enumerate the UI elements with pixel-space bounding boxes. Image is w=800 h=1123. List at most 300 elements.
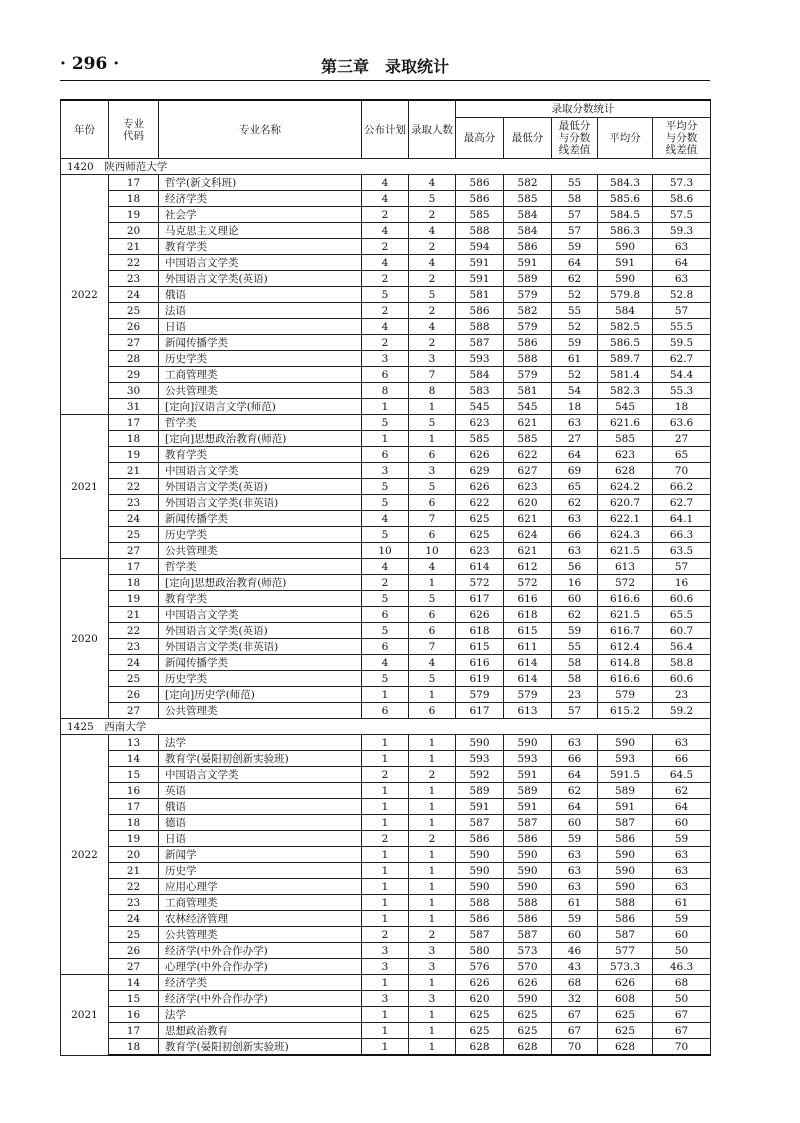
avg-diff: 63 (653, 847, 711, 863)
avg-diff: 59.3 (653, 223, 711, 239)
avg-diff: 52.8 (653, 287, 711, 303)
avg-diff: 64 (653, 799, 711, 815)
plan: 2 (362, 239, 409, 255)
min-score: 591 (504, 255, 552, 271)
plan: 4 (362, 511, 409, 527)
table-row (61, 975, 711, 991)
major-code: 25 (109, 671, 159, 687)
year-cell: 2020 (61, 559, 109, 719)
min-score: 621 (504, 511, 552, 527)
avg-score: 616.7 (598, 623, 653, 639)
max-score: 588 (456, 319, 504, 335)
min-score: 590 (504, 863, 552, 879)
col-major-name: 专业名称 (159, 100, 362, 159)
max-score: 583 (456, 383, 504, 399)
plan: 2 (362, 831, 409, 847)
avg-diff: 64.1 (653, 511, 711, 527)
min-diff: 64 (552, 255, 598, 271)
major-code: 18 (109, 431, 159, 447)
major-code: 22 (109, 479, 159, 495)
major-name: 外国语言文学类(英语) (159, 479, 362, 495)
min-diff: 63 (552, 415, 598, 431)
admitted: 3 (409, 959, 456, 975)
major-code: 24 (109, 511, 159, 527)
admitted: 1 (409, 799, 456, 815)
avg-diff: 62.7 (653, 351, 711, 367)
col-min: 最低分 (504, 118, 552, 159)
max-score: 614 (456, 559, 504, 575)
col-year: 年份 (61, 100, 109, 159)
avg-diff: 56.4 (653, 639, 711, 655)
avg-diff: 64.5 (653, 767, 711, 783)
plan: 3 (362, 463, 409, 479)
avg-score: 623 (598, 447, 653, 463)
max-score: 625 (456, 1023, 504, 1039)
major-name: 新闻传播学类 (159, 511, 362, 527)
max-score: 593 (456, 751, 504, 767)
min-diff: 60 (552, 815, 598, 831)
major-code: 20 (109, 223, 159, 239)
table-row (61, 687, 711, 703)
min-score: 625 (504, 1007, 552, 1023)
year-cell: 2022 (61, 735, 109, 975)
major-code: 18 (109, 191, 159, 207)
admitted: 1 (409, 783, 456, 799)
avg-score: 608 (598, 991, 653, 1007)
min-score: 589 (504, 783, 552, 799)
avg-score: 615.2 (598, 703, 653, 719)
major-name: 外国语言文学类(英语) (159, 271, 362, 287)
avg-score: 586.3 (598, 223, 653, 239)
admitted: 5 (409, 415, 456, 431)
admitted: 1 (409, 1023, 456, 1039)
chapter-title: 第三章 录取统计 (320, 57, 449, 76)
admitted: 4 (409, 655, 456, 671)
admission-score-table (60, 99, 711, 1056)
avg-diff: 68 (653, 975, 711, 991)
max-score: 587 (456, 815, 504, 831)
min-diff: 46 (552, 943, 598, 959)
avg-score: 612.4 (598, 639, 653, 655)
avg-diff: 59.2 (653, 703, 711, 719)
major-code: 23 (109, 271, 159, 287)
plan: 1 (362, 799, 409, 815)
min-diff: 43 (552, 959, 598, 975)
avg-diff: 60.7 (653, 623, 711, 639)
min-score: 584 (504, 207, 552, 223)
max-score: 586 (456, 303, 504, 319)
min-diff: 59 (552, 831, 598, 847)
admitted: 6 (409, 495, 456, 511)
min-diff: 65 (552, 479, 598, 495)
avg-diff: 62 (653, 783, 711, 799)
min-score: 572 (504, 575, 552, 591)
major-name: 中国语言文学类 (159, 463, 362, 479)
avg-score: 626 (598, 975, 653, 991)
major-name: 教育学类 (159, 447, 362, 463)
major-code: 26 (109, 943, 159, 959)
avg-score: 572 (598, 575, 653, 591)
table-row (61, 671, 711, 687)
min-diff: 69 (552, 463, 598, 479)
major-code: 26 (109, 319, 159, 335)
min-score: 614 (504, 655, 552, 671)
avg-diff: 67 (653, 1023, 711, 1039)
avg-score: 590 (598, 879, 653, 895)
plan: 5 (362, 287, 409, 303)
min-score: 625 (504, 1023, 552, 1039)
table-row (61, 255, 711, 271)
major-name: 历史学类 (159, 671, 362, 687)
max-score: 592 (456, 767, 504, 783)
avg-diff: 63 (653, 863, 711, 879)
table-row (61, 1007, 711, 1023)
plan: 1 (362, 735, 409, 751)
major-code: 20 (109, 847, 159, 863)
min-score: 591 (504, 767, 552, 783)
major-code: 24 (109, 287, 159, 303)
major-code: 18 (109, 575, 159, 591)
university-name: 1420 陕西师范大学 (61, 159, 711, 175)
avg-score: 585 (598, 431, 653, 447)
min-diff: 62 (552, 495, 598, 511)
table-row (61, 815, 711, 831)
major-name: 农林经济管理 (159, 911, 362, 927)
major-code: 16 (109, 1007, 159, 1023)
max-score: 626 (456, 447, 504, 463)
col-avg-diff-label: 平均分 与分数 线差值 (665, 120, 698, 157)
avg-score: 614.8 (598, 655, 653, 671)
avg-diff: 60.6 (653, 671, 711, 687)
min-diff: 63 (552, 543, 598, 559)
admitted: 1 (409, 847, 456, 863)
col-plan: 公布计划 (362, 100, 409, 159)
major-name: 公共管理类 (159, 543, 362, 559)
table-row (61, 527, 711, 543)
table-row (61, 895, 711, 911)
table-row (61, 543, 711, 559)
major-name: 哲学类 (159, 415, 362, 431)
table-row (61, 447, 711, 463)
min-diff: 63 (552, 511, 598, 527)
max-score: 579 (456, 687, 504, 703)
major-name: [定向]思想政治教育(师范) (159, 575, 362, 591)
header-rule (60, 80, 710, 81)
avg-diff: 61 (653, 895, 711, 911)
avg-diff: 58.6 (653, 191, 711, 207)
min-diff: 66 (552, 751, 598, 767)
avg-diff: 63 (653, 271, 711, 287)
major-code: 30 (109, 383, 159, 399)
table-row (61, 335, 711, 351)
table-row (61, 239, 711, 255)
min-score: 613 (504, 703, 552, 719)
avg-score: 589.7 (598, 351, 653, 367)
plan: 3 (362, 943, 409, 959)
max-score: 620 (456, 991, 504, 1007)
admitted: 3 (409, 463, 456, 479)
plan: 1 (362, 879, 409, 895)
avg-score: 591 (598, 255, 653, 271)
col-admitted: 录取人数 (409, 100, 456, 159)
max-score: 594 (456, 239, 504, 255)
admitted: 2 (409, 335, 456, 351)
plan: 2 (362, 335, 409, 351)
max-score: 545 (456, 399, 504, 415)
major-code: 18 (109, 1039, 159, 1056)
plan: 1 (362, 751, 409, 767)
table-row (61, 223, 711, 239)
major-name: 德语 (159, 815, 362, 831)
admitted: 2 (409, 927, 456, 943)
major-code: 27 (109, 703, 159, 719)
min-diff: 64 (552, 767, 598, 783)
admitted: 6 (409, 527, 456, 543)
min-score: 590 (504, 735, 552, 751)
table-row (61, 607, 711, 623)
table-row (61, 511, 711, 527)
admitted: 4 (409, 559, 456, 575)
min-diff: 67 (552, 1023, 598, 1039)
major-name: 工商管理类 (159, 367, 362, 383)
university-row (61, 159, 711, 175)
avg-score: 621.6 (598, 415, 653, 431)
max-score: 623 (456, 415, 504, 431)
plan: 6 (362, 703, 409, 719)
plan: 1 (362, 911, 409, 927)
avg-diff: 57 (653, 303, 711, 319)
avg-diff: 60.6 (653, 591, 711, 607)
avg-diff: 18 (653, 399, 711, 415)
plan: 1 (362, 975, 409, 991)
max-score: 581 (456, 287, 504, 303)
major-name: 社会学 (159, 207, 362, 223)
avg-diff: 54.4 (653, 367, 711, 383)
avg-diff: 63 (653, 879, 711, 895)
major-name: 外国语言文学类(英语) (159, 623, 362, 639)
plan: 1 (362, 1023, 409, 1039)
table-row (61, 351, 711, 367)
major-name: 英语 (159, 783, 362, 799)
admitted: 5 (409, 191, 456, 207)
avg-score: 589 (598, 783, 653, 799)
avg-diff: 66.2 (653, 479, 711, 495)
table-row (61, 783, 711, 799)
major-name: 公共管理类 (159, 927, 362, 943)
plan: 5 (362, 527, 409, 543)
avg-score: 586 (598, 911, 653, 927)
min-diff: 62 (552, 271, 598, 287)
major-name: 外国语言文学类(非英语) (159, 639, 362, 655)
table-row (61, 399, 711, 415)
avg-diff: 65.5 (653, 607, 711, 623)
table-row (61, 591, 711, 607)
min-score: 586 (504, 335, 552, 351)
plan: 5 (362, 415, 409, 431)
min-diff: 55 (552, 639, 598, 655)
min-diff: 60 (552, 591, 598, 607)
min-diff: 59 (552, 239, 598, 255)
min-diff: 57 (552, 207, 598, 223)
avg-diff: 65 (653, 447, 711, 463)
admitted: 3 (409, 351, 456, 367)
admitted: 4 (409, 175, 456, 191)
min-score: 593 (504, 751, 552, 767)
major-name: 教育学类 (159, 591, 362, 607)
min-diff: 60 (552, 927, 598, 943)
min-score: 570 (504, 959, 552, 975)
avg-diff: 66 (653, 751, 711, 767)
admitted: 1 (409, 735, 456, 751)
min-score: 620 (504, 495, 552, 511)
major-name: 历史学类 (159, 351, 362, 367)
table-row (61, 767, 711, 783)
major-name: 日语 (159, 319, 362, 335)
min-diff: 63 (552, 863, 598, 879)
min-score: 587 (504, 927, 552, 943)
avg-score: 624.3 (598, 527, 653, 543)
major-name: 中国语言文学类 (159, 767, 362, 783)
min-score: 579 (504, 687, 552, 703)
admitted: 2 (409, 303, 456, 319)
admitted: 2 (409, 271, 456, 287)
min-score: 582 (504, 175, 552, 191)
min-diff: 62 (552, 783, 598, 799)
plan: 1 (362, 1039, 409, 1056)
table-row (61, 1039, 711, 1056)
max-score: 623 (456, 543, 504, 559)
min-score: 587 (504, 815, 552, 831)
min-diff: 59 (552, 335, 598, 351)
plan: 1 (362, 815, 409, 831)
table-row (61, 207, 711, 223)
avg-score: 616.6 (598, 591, 653, 607)
min-diff: 57 (552, 703, 598, 719)
major-name: 哲学类 (159, 559, 362, 575)
min-diff: 27 (552, 431, 598, 447)
major-name: 新闻传播学类 (159, 335, 362, 351)
table-row (61, 575, 711, 591)
min-diff: 66 (552, 527, 598, 543)
plan: 4 (362, 319, 409, 335)
min-score: 585 (504, 191, 552, 207)
avg-diff: 59.5 (653, 335, 711, 351)
admitted: 2 (409, 207, 456, 223)
table-row (61, 831, 711, 847)
min-diff: 63 (552, 847, 598, 863)
max-score: 622 (456, 495, 504, 511)
major-code: 25 (109, 527, 159, 543)
plan: 4 (362, 655, 409, 671)
table-row (61, 319, 711, 335)
admitted: 3 (409, 991, 456, 1007)
avg-diff: 46.3 (653, 959, 711, 975)
major-name: 心理学(中外合作办学) (159, 959, 362, 975)
min-diff: 56 (552, 559, 598, 575)
max-score: 590 (456, 879, 504, 895)
plan: 6 (362, 367, 409, 383)
min-diff: 58 (552, 655, 598, 671)
min-score: 590 (504, 847, 552, 863)
admitted: 2 (409, 831, 456, 847)
major-code: 23 (109, 495, 159, 511)
major-name: 教育学(晏阳初创新实验班) (159, 751, 362, 767)
plan: 1 (362, 863, 409, 879)
major-name: 历史学 (159, 863, 362, 879)
year-cell: 2021 (61, 975, 109, 1056)
table-row (61, 479, 711, 495)
plan: 2 (362, 927, 409, 943)
major-code: 28 (109, 351, 159, 367)
min-diff: 59 (552, 911, 598, 927)
admitted: 5 (409, 591, 456, 607)
major-name: 经济学类 (159, 975, 362, 991)
avg-score: 591.5 (598, 767, 653, 783)
col-min-diff-label: 最低分 与分数 线差值 (558, 120, 591, 157)
plan: 5 (362, 495, 409, 511)
min-score: 621 (504, 415, 552, 431)
min-diff: 64 (552, 447, 598, 463)
avg-score: 584.3 (598, 175, 653, 191)
min-diff: 61 (552, 351, 598, 367)
avg-score: 628 (598, 463, 653, 479)
avg-score: 621.5 (598, 607, 653, 623)
min-diff: 52 (552, 287, 598, 303)
avg-score: 588 (598, 895, 653, 911)
min-diff: 62 (552, 607, 598, 623)
major-name: 法学 (159, 1007, 362, 1023)
table-row (61, 847, 711, 863)
avg-score: 591 (598, 799, 653, 815)
table-row (61, 623, 711, 639)
max-score: 626 (456, 975, 504, 991)
avg-diff: 66.3 (653, 527, 711, 543)
plan: 10 (362, 543, 409, 559)
admitted: 1 (409, 879, 456, 895)
major-name: 俄语 (159, 799, 362, 815)
year-cell: 2021 (61, 415, 109, 559)
avg-diff: 55.3 (653, 383, 711, 399)
avg-score: 628 (598, 1039, 653, 1056)
max-score: 625 (456, 1007, 504, 1023)
max-score: 586 (456, 191, 504, 207)
table-body (61, 159, 711, 1056)
major-name: 经济学(中外合作办学) (159, 943, 362, 959)
plan: 6 (362, 447, 409, 463)
avg-diff: 57.3 (653, 175, 711, 191)
min-diff: 52 (552, 319, 598, 335)
min-diff: 58 (552, 191, 598, 207)
plan: 4 (362, 559, 409, 575)
major-name: 经济学类 (159, 191, 362, 207)
max-score: 617 (456, 703, 504, 719)
max-score: 586 (456, 831, 504, 847)
min-diff: 61 (552, 895, 598, 911)
min-score: 622 (504, 447, 552, 463)
table-row (61, 799, 711, 815)
max-score: 617 (456, 591, 504, 607)
admitted: 1 (409, 975, 456, 991)
plan: 1 (362, 847, 409, 863)
table-row (61, 431, 711, 447)
major-code: 18 (109, 815, 159, 831)
major-name: 中国语言文学类 (159, 255, 362, 271)
max-score: 628 (456, 1039, 504, 1056)
major-code: 17 (109, 799, 159, 815)
admitted: 1 (409, 575, 456, 591)
page-header (60, 52, 710, 78)
min-score: 621 (504, 543, 552, 559)
